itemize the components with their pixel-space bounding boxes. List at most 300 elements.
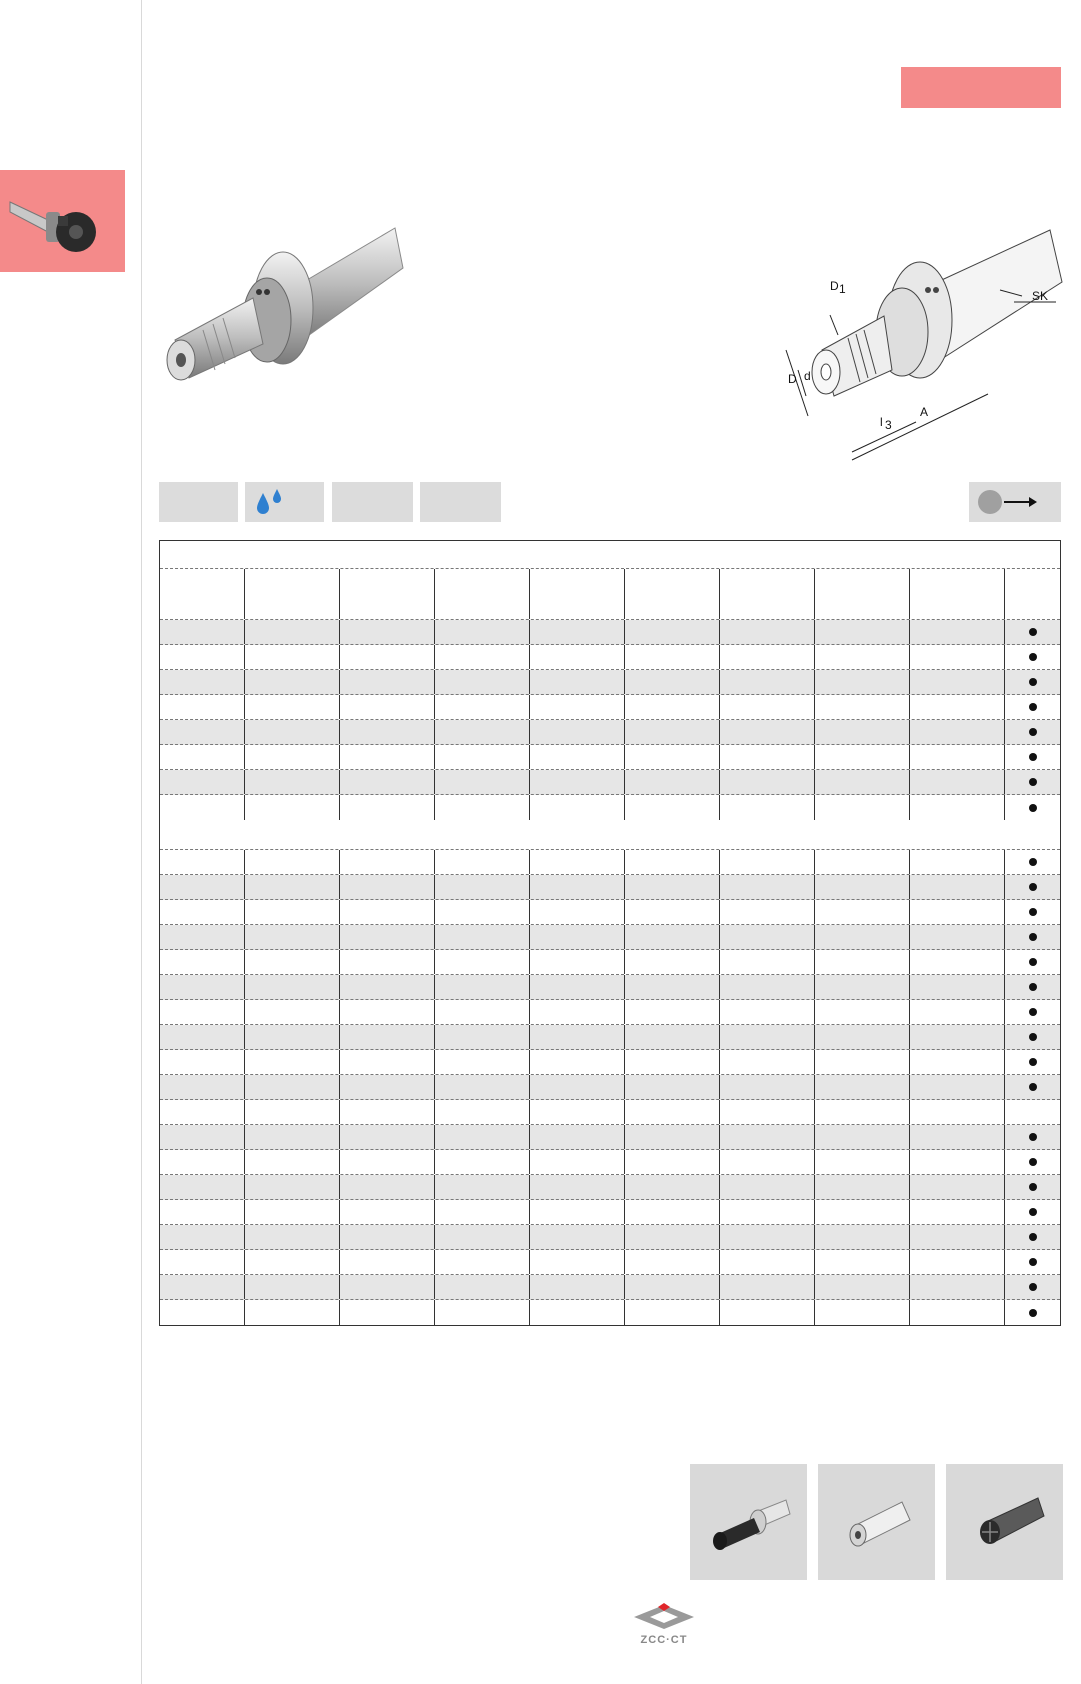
availability-cell	[1005, 1225, 1060, 1249]
table-cell	[815, 1075, 910, 1099]
table-cell	[910, 795, 1005, 820]
table-cell	[625, 1100, 720, 1124]
table-row	[160, 770, 1060, 795]
availability-cell	[1005, 795, 1060, 820]
table-cell	[910, 720, 1005, 744]
table-row	[160, 1050, 1060, 1075]
table-cell	[910, 645, 1005, 669]
table-cell	[340, 770, 435, 794]
table-cell	[815, 695, 910, 719]
table-cell	[530, 900, 625, 924]
table-row	[160, 975, 1060, 1000]
table-cell	[720, 875, 815, 899]
table-cell	[530, 1125, 625, 1149]
table-cell	[160, 1200, 245, 1224]
table-cell	[530, 1300, 625, 1325]
table-cell	[245, 925, 340, 949]
label-l3: l	[880, 415, 883, 429]
tool-holder-photo	[155, 220, 415, 400]
table-cell	[435, 695, 530, 719]
table-cell	[340, 1075, 435, 1099]
table-cell	[435, 1100, 530, 1124]
table-cell	[910, 975, 1005, 999]
table-cell	[160, 975, 245, 999]
table-cell	[910, 950, 1005, 974]
table-cell	[720, 1175, 815, 1199]
label-D1-sub: 1	[839, 282, 846, 296]
feature-tab-1[interactable]	[159, 482, 238, 522]
table-cell	[340, 1050, 435, 1074]
table-cell	[340, 720, 435, 744]
table-cell	[435, 1300, 530, 1325]
table-cell	[720, 925, 815, 949]
table-cell	[530, 1100, 625, 1124]
table-cell	[815, 645, 910, 669]
availability-cell	[1005, 1150, 1060, 1174]
table-cell	[910, 1100, 1005, 1124]
tool-holder-thumbnail-icon	[8, 182, 98, 262]
table-cell	[720, 770, 815, 794]
table-cell	[160, 950, 245, 974]
table-cell	[340, 1100, 435, 1124]
table-cell	[815, 875, 910, 899]
table-cell	[720, 1275, 815, 1299]
table-cell	[910, 1225, 1005, 1249]
header-tag	[901, 67, 1061, 108]
availability-cell	[1005, 720, 1060, 744]
table-row	[160, 1000, 1060, 1025]
reduction-sleeve-icon	[832, 1482, 922, 1562]
table-cell	[245, 875, 340, 899]
table-cell	[160, 620, 245, 644]
table-cell	[160, 850, 245, 874]
table-cell	[910, 1200, 1005, 1224]
table-cell	[625, 1300, 720, 1325]
accessory-pull-stud[interactable]	[690, 1464, 807, 1580]
table-cell	[910, 670, 1005, 694]
table-cell	[530, 795, 625, 820]
table-cell	[815, 1250, 910, 1274]
table-cell	[245, 900, 340, 924]
table-cell	[245, 745, 340, 769]
table-cell	[530, 620, 625, 644]
table-cell	[720, 695, 815, 719]
spec-table	[159, 540, 1061, 1326]
label-l3-sub: 3	[885, 418, 892, 432]
availability-cell	[1005, 1100, 1060, 1124]
table-cell	[910, 875, 1005, 899]
table-cell	[815, 795, 910, 820]
availability-dot-icon	[1029, 1283, 1037, 1291]
table-cell	[720, 795, 815, 820]
table-cell	[815, 620, 910, 644]
table-cell	[435, 1250, 530, 1274]
table-cell	[435, 875, 530, 899]
table-cell	[245, 720, 340, 744]
table-section-divider	[160, 820, 1060, 850]
table-cell	[530, 720, 625, 744]
table-cell	[625, 1200, 720, 1224]
table-cell	[625, 1175, 720, 1199]
availability-dot-icon	[1029, 728, 1037, 736]
table-cell	[160, 925, 245, 949]
table-cell	[910, 745, 1005, 769]
table-cell	[530, 1175, 625, 1199]
table-cell	[720, 720, 815, 744]
table-cell	[910, 695, 1005, 719]
logo-mark-icon	[632, 1603, 696, 1629]
table-cell	[340, 1150, 435, 1174]
availability-dot-icon	[1029, 703, 1037, 711]
table-cell	[530, 770, 625, 794]
table-cell	[160, 720, 245, 744]
table-cell	[530, 1200, 625, 1224]
table-cell	[815, 1100, 910, 1124]
table-cell	[625, 1225, 720, 1249]
table-cell	[435, 950, 530, 974]
table-row	[160, 745, 1060, 770]
table-cell	[530, 1050, 625, 1074]
table-cell	[160, 645, 245, 669]
availability-dot-icon	[1029, 1158, 1037, 1166]
table-cell	[530, 1250, 625, 1274]
availability-dot-icon	[1029, 804, 1037, 812]
availability-dot-icon	[1029, 908, 1037, 916]
table-cell	[625, 1125, 720, 1149]
table-cell	[625, 770, 720, 794]
direction-indicator[interactable]	[969, 482, 1061, 522]
table-cell	[435, 745, 530, 769]
table-cell	[720, 1075, 815, 1099]
table-cell	[340, 1175, 435, 1199]
table-cell	[720, 1050, 815, 1074]
table-cell	[245, 795, 340, 820]
label-SK: SK	[1032, 289, 1049, 303]
availability-cell	[1005, 975, 1060, 999]
table-cell	[815, 1175, 910, 1199]
dimension-diagram	[760, 220, 1070, 465]
table-cell	[815, 1025, 910, 1049]
table-cell	[530, 925, 625, 949]
table-cell	[625, 925, 720, 949]
table-cell	[720, 1100, 815, 1124]
table-cell	[160, 1075, 245, 1099]
table-cell	[910, 1000, 1005, 1024]
table-cell	[435, 770, 530, 794]
table-row	[160, 795, 1060, 820]
company-logo	[632, 1603, 696, 1646]
table-cell	[530, 745, 625, 769]
table-cell	[625, 975, 720, 999]
availability-cell	[1005, 875, 1060, 899]
table-cell	[815, 1300, 910, 1325]
feature-tab-coolant[interactable]	[245, 482, 324, 522]
table-row	[160, 670, 1060, 695]
table-cell	[340, 1300, 435, 1325]
table-cell	[625, 795, 720, 820]
table-cell	[160, 695, 245, 719]
availability-cell	[1005, 620, 1060, 644]
table-cell	[435, 795, 530, 820]
table-cell	[245, 1050, 340, 1074]
table-cell	[340, 620, 435, 644]
table-cell	[530, 670, 625, 694]
table-cell	[815, 1150, 910, 1174]
availability-dot-icon	[1029, 1058, 1037, 1066]
label-d: d	[804, 369, 811, 383]
table-cell	[720, 620, 815, 644]
table-cell	[435, 850, 530, 874]
table-cell	[245, 1275, 340, 1299]
accessory-reduction-sleeve[interactable]	[818, 1464, 935, 1580]
table-cell	[530, 1025, 625, 1049]
table-cell	[435, 900, 530, 924]
table-row	[160, 1075, 1060, 1100]
table-cell	[340, 1200, 435, 1224]
section-tab[interactable]	[0, 170, 125, 272]
table-cell	[435, 1125, 530, 1149]
table-cell	[625, 1025, 720, 1049]
availability-dot-icon	[1029, 628, 1037, 636]
table-cell	[245, 770, 340, 794]
table-cell	[720, 900, 815, 924]
availability-cell	[1005, 1000, 1060, 1024]
table-cell	[815, 925, 910, 949]
availability-dot-icon	[1029, 778, 1037, 786]
table-cell	[245, 850, 340, 874]
table-cell	[435, 645, 530, 669]
table-row	[160, 1125, 1060, 1150]
table-cell	[625, 695, 720, 719]
table-cell	[530, 950, 625, 974]
table-cell	[720, 1025, 815, 1049]
table-cell	[815, 1275, 910, 1299]
table-cell	[245, 1300, 340, 1325]
label-D1: D	[830, 279, 839, 293]
table-cell	[910, 1075, 1005, 1099]
accessory-collet[interactable]	[946, 1464, 1063, 1580]
table-row	[160, 1100, 1060, 1125]
table-cell	[340, 745, 435, 769]
table-cell	[435, 1200, 530, 1224]
table-cell	[340, 925, 435, 949]
table-row	[160, 900, 1060, 925]
availability-cell	[1005, 1275, 1060, 1299]
table-row	[160, 1300, 1060, 1325]
coolant-drops-icon	[253, 487, 287, 517]
table-cell	[340, 1025, 435, 1049]
table-cell	[435, 1225, 530, 1249]
table-cell	[815, 850, 910, 874]
table-cell	[720, 1000, 815, 1024]
availability-cell	[1005, 1025, 1060, 1049]
table-cell	[245, 645, 340, 669]
table-cell	[910, 1275, 1005, 1299]
feature-tab-4[interactable]	[420, 482, 501, 522]
table-cell	[435, 670, 530, 694]
table-header-row	[160, 569, 1060, 620]
availability-dot-icon	[1029, 1033, 1037, 1041]
direction-arrow-icon	[975, 487, 1039, 517]
table-cell	[160, 900, 245, 924]
table-cell	[160, 795, 245, 820]
table-cell	[160, 770, 245, 794]
table-cell	[340, 670, 435, 694]
table-cell	[625, 1150, 720, 1174]
table-cell	[625, 720, 720, 744]
table-cell	[160, 1000, 245, 1024]
table-cell	[530, 1000, 625, 1024]
table-cell	[530, 695, 625, 719]
table-cell	[160, 1300, 245, 1325]
table-cell	[340, 1000, 435, 1024]
table-cell	[625, 1075, 720, 1099]
table-cell	[340, 875, 435, 899]
table-cell	[910, 1025, 1005, 1049]
label-D: D	[788, 372, 797, 386]
table-cell	[340, 950, 435, 974]
table-caption-row	[160, 541, 1060, 569]
table-cell	[720, 1300, 815, 1325]
table-cell	[160, 1100, 245, 1124]
table-row	[160, 1275, 1060, 1300]
table-cell	[910, 1050, 1005, 1074]
availability-dot-icon	[1029, 1233, 1037, 1241]
availability-cell	[1005, 900, 1060, 924]
availability-dot-icon	[1029, 983, 1037, 991]
table-cell	[910, 1250, 1005, 1274]
table-row	[160, 720, 1060, 745]
table-cell	[245, 695, 340, 719]
table-cell	[720, 1250, 815, 1274]
table-cell	[245, 1175, 340, 1199]
availability-cell	[1005, 1300, 1060, 1325]
availability-cell	[1005, 950, 1060, 974]
table-cell	[625, 900, 720, 924]
table-row	[160, 850, 1060, 875]
availability-dot-icon	[1029, 933, 1037, 941]
availability-dot-icon	[1029, 1133, 1037, 1141]
table-cell	[815, 1225, 910, 1249]
side-divider	[141, 0, 142, 1684]
table-row	[160, 1225, 1060, 1250]
table-cell	[815, 720, 910, 744]
table-cell	[815, 1050, 910, 1074]
table-cell	[530, 975, 625, 999]
availability-dot-icon	[1029, 858, 1037, 866]
table-cell	[160, 1025, 245, 1049]
table-cell	[340, 645, 435, 669]
table-cell	[530, 645, 625, 669]
table-cell	[815, 770, 910, 794]
availability-dot-icon	[1029, 653, 1037, 661]
availability-cell	[1005, 1175, 1060, 1199]
table-cell	[910, 925, 1005, 949]
table-cell	[435, 1175, 530, 1199]
table-cell	[625, 1000, 720, 1024]
availability-cell	[1005, 645, 1060, 669]
table-row	[160, 695, 1060, 720]
table-cell	[245, 670, 340, 694]
table-cell	[435, 925, 530, 949]
availability-cell	[1005, 850, 1060, 874]
table-cell	[245, 975, 340, 999]
table-cell	[720, 745, 815, 769]
table-cell	[530, 1225, 625, 1249]
table-cell	[435, 620, 530, 644]
table-cell	[245, 1000, 340, 1024]
availability-cell	[1005, 925, 1060, 949]
table-cell	[530, 875, 625, 899]
table-cell	[910, 900, 1005, 924]
table-cell	[435, 1275, 530, 1299]
table-cell	[910, 850, 1005, 874]
table-cell	[435, 1025, 530, 1049]
availability-dot-icon	[1029, 753, 1037, 761]
table-cell	[245, 620, 340, 644]
table-cell	[435, 1150, 530, 1174]
table-cell	[530, 1275, 625, 1299]
table-cell	[340, 1225, 435, 1249]
table-cell	[625, 1275, 720, 1299]
table-row	[160, 875, 1060, 900]
label-A: A	[920, 405, 929, 419]
table-cell	[160, 1050, 245, 1074]
table-cell	[160, 745, 245, 769]
table-cell	[435, 1050, 530, 1074]
table-cell	[435, 975, 530, 999]
table-cell	[720, 1225, 815, 1249]
availability-dot-icon	[1029, 1183, 1037, 1191]
table-cell	[910, 1150, 1005, 1174]
table-cell	[815, 670, 910, 694]
table-cell	[815, 745, 910, 769]
table-cell	[720, 1200, 815, 1224]
table-cell	[625, 670, 720, 694]
feature-tab-3[interactable]	[332, 482, 413, 522]
table-row	[160, 1150, 1060, 1175]
table-cell	[720, 645, 815, 669]
collet-icon	[960, 1482, 1050, 1562]
logo-text: ZCC·CT	[640, 1634, 688, 1646]
table-row	[160, 1200, 1060, 1225]
table-cell	[245, 950, 340, 974]
table-row	[160, 645, 1060, 670]
table-row	[160, 950, 1060, 975]
table-cell	[720, 975, 815, 999]
table-cell	[435, 720, 530, 744]
table-cell	[245, 1200, 340, 1224]
table-cell	[910, 1300, 1005, 1325]
table-cell	[815, 1125, 910, 1149]
table-cell	[245, 1075, 340, 1099]
table-cell	[245, 1100, 340, 1124]
availability-dot-icon	[1029, 883, 1037, 891]
table-cell	[340, 1250, 435, 1274]
table-cell	[160, 1275, 245, 1299]
table-cell	[625, 1050, 720, 1074]
table-cell	[245, 1025, 340, 1049]
table-cell	[815, 950, 910, 974]
table-cell	[435, 1000, 530, 1024]
availability-dot-icon	[1029, 958, 1037, 966]
table-cell	[625, 745, 720, 769]
table-cell	[160, 875, 245, 899]
table-cell	[625, 620, 720, 644]
table-cell	[340, 900, 435, 924]
table-cell	[910, 620, 1005, 644]
availability-cell	[1005, 770, 1060, 794]
